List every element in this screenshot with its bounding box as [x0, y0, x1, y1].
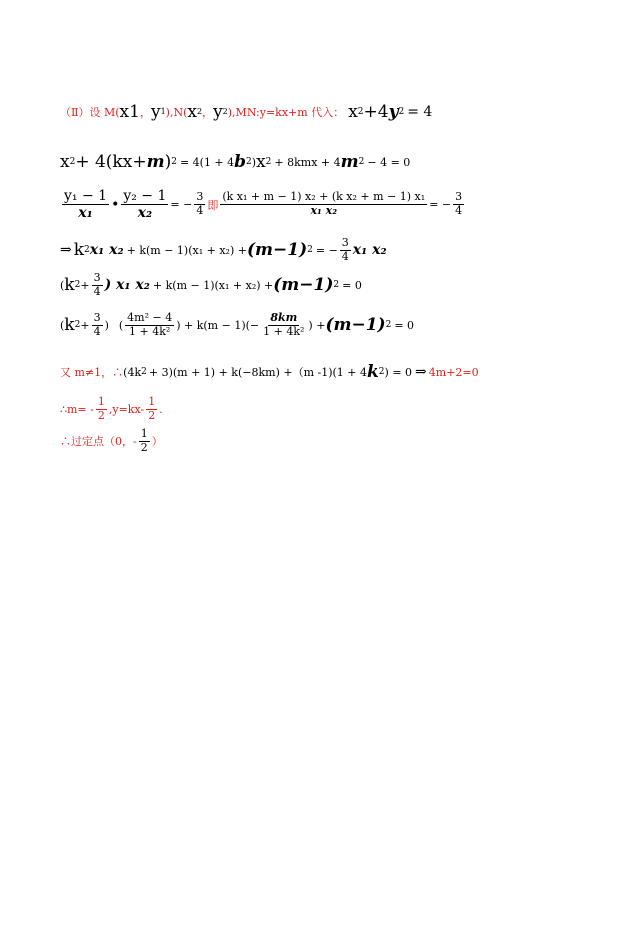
- t: = −: [429, 198, 452, 212]
- fraction: [121, 188, 168, 221]
- var-y1: y: [150, 102, 161, 122]
- var-y2: y: [213, 102, 223, 122]
- eq-rhs: = 4: [407, 104, 433, 120]
- num: 1: [97, 395, 105, 408]
- t: + 3)(m + 1) + k(−8km) +（m -1)(1 + 4: [148, 366, 368, 379]
- t: (: [60, 318, 65, 332]
- t: − 4 = 0: [367, 155, 411, 169]
- t: x: [60, 152, 70, 172]
- t: (4k: [123, 365, 142, 379]
- line-5: ( k 2 + $\frac{3}{4}$ ) x₁ x₂ + k(m − 1)(x₁ + x₂) + (m−1) 2 = 0: [60, 271, 362, 298]
- line-6: ( k 2 + $\frac{3}{4}$ ) ( $\frac{\text{4m² − 4}}{\text{1 + 4k²}}$ ) + k(m − 1)(− $\frac{8km}{\text{1 + 4k²}}$ ) + (m−1) 2 = 0: [60, 311, 415, 338]
- t: +: [80, 278, 90, 292]
- t: (m−1): [246, 240, 308, 261]
- num: 4m² − 4: [127, 311, 173, 324]
- den: 1 + 4k²: [263, 324, 305, 338]
- t: ,y=kx-: [108, 402, 145, 416]
- den: 4: [93, 284, 101, 298]
- num: 1: [140, 427, 148, 440]
- fraction: [453, 191, 464, 217]
- fraction: [194, 191, 205, 217]
- t: = 0: [342, 278, 362, 292]
- t: (m−1): [273, 275, 334, 296]
- num: 3: [93, 271, 101, 284]
- den: x₂: [137, 205, 153, 222]
- substitute-text: ),MN:y=kx+m 代入：: [227, 106, 345, 119]
- den: 1 + 4k²: [129, 324, 171, 338]
- t: ）: [151, 435, 163, 449]
- t: 又 m≠1，∴: [60, 366, 124, 379]
- fraction: [62, 188, 109, 221]
- den: x₁ x₂: [310, 204, 338, 218]
- num: y₂ − 1: [123, 188, 167, 204]
- part2-intro: （Ⅱ）设 M(: [60, 106, 120, 119]
- t: = 4(1 + 4: [179, 155, 235, 169]
- t: = −: [170, 198, 193, 212]
- t: m: [340, 152, 359, 172]
- num: 3: [455, 190, 463, 204]
- comma: ，: [139, 106, 151, 119]
- t: m: [146, 152, 165, 172]
- fraction: [92, 272, 103, 298]
- line-3: [60, 188, 466, 221]
- line-1: （Ⅱ）设 M( x 1 ， y 1 ),N( x 2 ， y 2 ),MN:y=kx+m 代入： x 2 +4 y 2 = 4: [60, 102, 433, 122]
- t: k: [367, 362, 379, 382]
- ji-text: 即: [207, 198, 219, 212]
- t: (: [118, 318, 124, 332]
- t: .: [159, 402, 163, 416]
- num: 3: [341, 236, 349, 249]
- fraction: [146, 396, 157, 422]
- t: b: [234, 152, 247, 172]
- t: 4m+2=0: [428, 365, 479, 379]
- t: + 4(kx+: [75, 152, 147, 172]
- implies-arrow: ⇒: [415, 364, 427, 380]
- line-7: 又 m≠1，∴ (4k 2 + 3)(m + 1) + k(−8km) +（m -1)(1 + 4 k 2 ) = 0 ⇒ 4m+2=0: [60, 362, 479, 382]
- implies-arrow: ⇒: [60, 242, 72, 259]
- t: ) x₁ x₂: [104, 277, 150, 294]
- den: x₁: [78, 205, 93, 222]
- fraction: [92, 312, 103, 338]
- t: ∴m= -: [60, 402, 94, 416]
- den: 4: [93, 324, 101, 338]
- eq-plus: +4: [363, 102, 389, 122]
- den: 2: [140, 440, 148, 454]
- line-2: x 2 + 4(kx+ m ) 2 = 4(1 + 4 b 2 ) x 2 + 8kmx + 4 m 2 − 4 = 0: [60, 152, 411, 172]
- t: x: [256, 152, 266, 172]
- t: (: [60, 278, 65, 292]
- t: ): [251, 155, 257, 169]
- t: k: [73, 240, 85, 261]
- eq-y: y: [388, 102, 399, 122]
- t: + k(m − 1)(x₁ + x₂) +: [126, 243, 247, 257]
- dot: •: [111, 196, 120, 213]
- t: ) + k(m − 1)(−: [176, 318, 260, 332]
- den: 4: [341, 249, 349, 263]
- line-9: [60, 428, 163, 454]
- num: 8km: [270, 311, 298, 324]
- t: ∴过定点（0，-: [60, 435, 137, 449]
- den: 4: [455, 204, 463, 218]
- t: ): [164, 152, 172, 172]
- t: + 8kmx + 4: [274, 155, 341, 169]
- t: (m−1): [325, 315, 386, 336]
- den: 4: [196, 204, 204, 218]
- var-x1: x: [119, 102, 130, 122]
- line-4: ⇒ k 2 x₁ x₂ + k(m − 1)(x₁ + x₂) + (m−1) 2 = − $\frac{3}{4}$ x₁ x₂: [60, 236, 387, 263]
- t: + k(m − 1)(x₁ + x₂) +: [152, 278, 274, 292]
- fraction: [220, 191, 427, 217]
- t: x₁ x₂: [352, 242, 387, 259]
- t: ): [104, 318, 109, 332]
- num: 3: [93, 311, 101, 324]
- fraction: [139, 428, 150, 454]
- t: +: [80, 318, 90, 332]
- num: y₁ − 1: [64, 188, 108, 204]
- den: 2: [97, 408, 105, 422]
- t: x₁ x₂: [89, 242, 124, 259]
- num: 1: [148, 395, 156, 408]
- eq-x: x: [348, 102, 358, 122]
- t: ) = 0: [384, 365, 413, 379]
- t: k: [64, 275, 75, 296]
- line-8: [60, 396, 163, 422]
- var-x2: x: [187, 102, 197, 122]
- num: 3: [196, 190, 204, 204]
- t: k: [64, 315, 75, 336]
- fraction: [261, 312, 306, 338]
- fraction: [340, 237, 351, 263]
- num: (k x₁ + m − 1) x₂ + (k x₂ + m − 1) x₁: [222, 190, 426, 204]
- t: = 0: [394, 318, 415, 332]
- fraction: [125, 312, 174, 338]
- comma: ，: [202, 106, 214, 119]
- fraction: [96, 396, 107, 422]
- mid-text: ),N(: [165, 105, 188, 119]
- t: ) +: [308, 318, 326, 332]
- den: 2: [148, 408, 156, 422]
- t: = −: [315, 243, 338, 257]
